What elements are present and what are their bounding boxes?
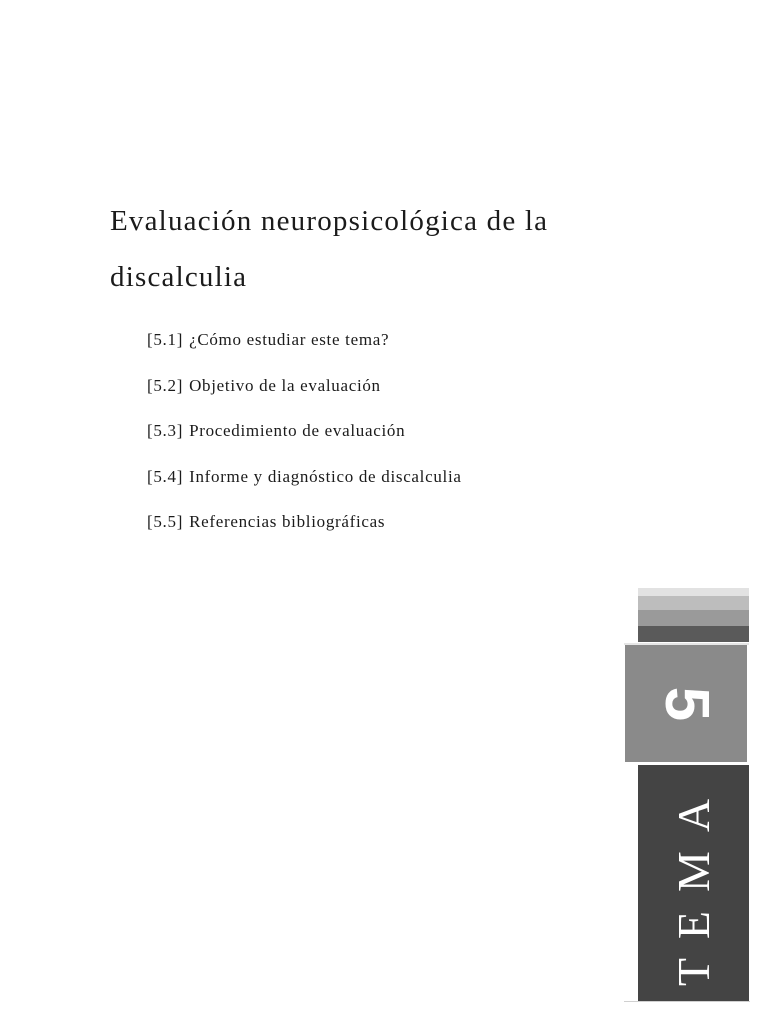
toc-item-number: [5.2] — [147, 375, 184, 395]
toc-item[interactable] — [147, 372, 468, 418]
toc-item-number: [5.3] — [147, 421, 184, 440]
chapter-number: 5 — [652, 686, 721, 721]
tab-stripe — [638, 626, 749, 642]
tab-stripe — [638, 596, 749, 610]
toc-item[interactable] — [147, 508, 468, 554]
toc-item-number: [5.4] — [147, 466, 184, 486]
toc-item-label: Informe y diagnóstico de discalculia — [189, 466, 462, 486]
tab-stripe — [638, 588, 749, 596]
toc-item-label: Procedimiento de evaluación — [189, 421, 406, 440]
tab-bottom-divider — [624, 1001, 750, 1002]
toc-item[interactable] — [147, 417, 468, 463]
chapter-word: TEMA — [667, 779, 719, 987]
toc-item[interactable] — [147, 326, 468, 372]
toc-item[interactable] — [147, 463, 468, 509]
toc-item-number: [5.1] — [147, 330, 184, 349]
chapter-word-box — [638, 765, 749, 1001]
chapter-number-box — [625, 645, 747, 762]
toc-item-label: ¿Cómo estudiar este tema? — [189, 330, 390, 349]
table-of-contents — [147, 326, 468, 554]
toc-item-number: [5.5] — [147, 512, 184, 531]
chapter-side-tab — [624, 588, 750, 1004]
toc-item-label: Referencias bibliográficas — [189, 512, 386, 531]
tab-stripe — [638, 610, 749, 626]
toc-item-label: Objetivo de la evaluación — [189, 375, 381, 395]
page-title: Evaluación neuropsicológica de la discalculia — [110, 205, 549, 293]
